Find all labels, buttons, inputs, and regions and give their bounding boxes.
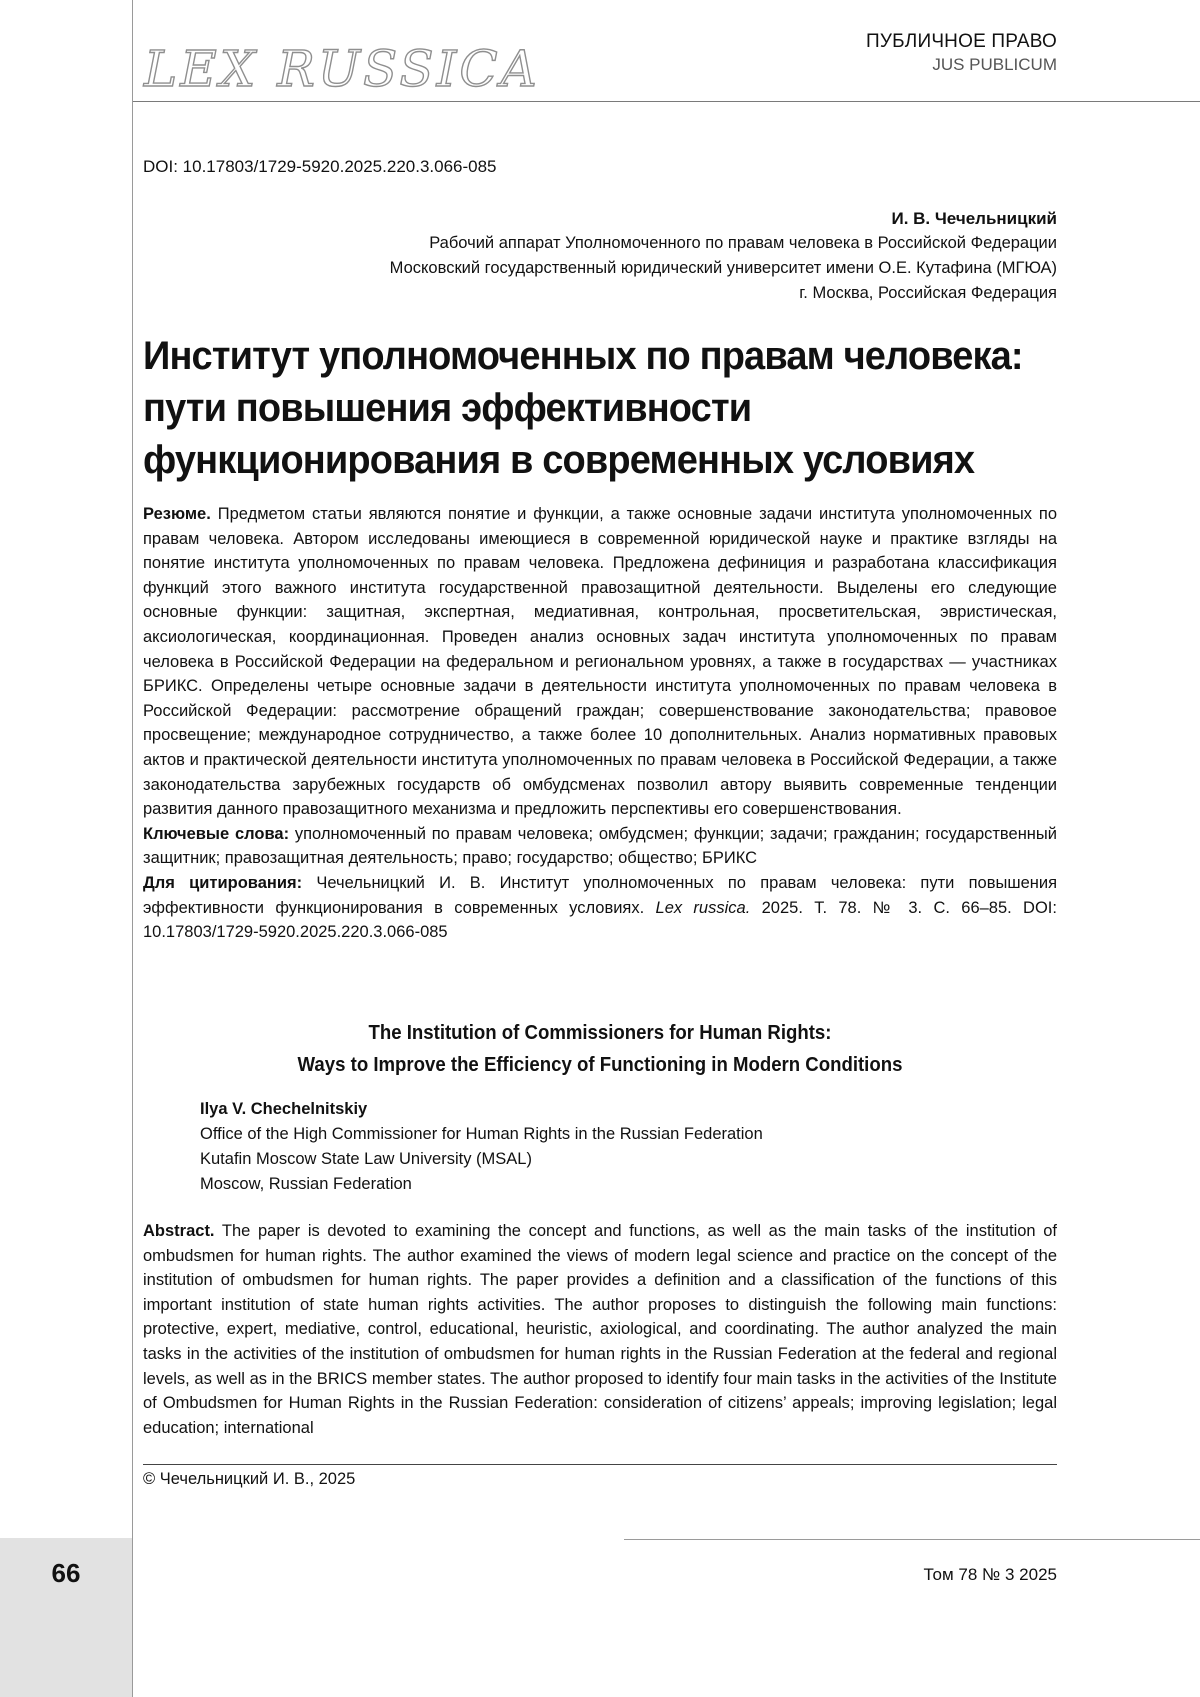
citation-journal: Lex russica. bbox=[655, 898, 751, 917]
resume-text: Предметом статьи являются понятие и функции, а также основные задачи института уполномоченных по правам человека. Автором исследованы имеющиеся в современной юридической науке и практике взгляды на понятие института уполномоченных по правам человека. Предложена дефиниция и разработана классификация функций этого важного института государственной правозащитной деятельности. Выделены его следующие основные функции: защитная, экспертная, медиативная, контрольная, просветительская, эвристическая, аксиологическая, координационная. Проведен анализ основных задач института уполномоченных по правам человека в Российской Федерации на федеральном и региональном уровнях, а также в государствах — участниках БРИКС. Определены четыре основные задачи в деятельности института уполномоченных по правам человека в Российской Федерации: рассмотрение обращений граждан; совершенствование законодательства; правовое просвещение; международное сотрудничество, а также более 10 дополнительных. Анализ нормативных правовых актов и практической деятельности института уполномоченных по правам человека в Российской Федерации, а также законодательства зарубежных государств об омбудсменах позволил автору выявить современные тенденции развития данного правозащитного механизма и предложить перспективы его совершенствования. bbox=[143, 505, 1057, 819]
section-title-ru: ПУБЛИЧНОЕ ПРАВО bbox=[866, 31, 1057, 52]
author-affiliation-1-ru: Рабочий аппарат Уполномоченного по правам человека в Российской Федерации bbox=[429, 234, 1057, 252]
author-name-ru: И. В. Чечельницкий bbox=[891, 209, 1057, 228]
resume-label: Резюме. bbox=[143, 505, 211, 523]
abstract-block-ru bbox=[143, 502, 1057, 945]
section-title-lat: JUS PUBLICUM bbox=[932, 55, 1057, 74]
author-block-en bbox=[200, 1097, 763, 1197]
citation-text: Чечельницкий И. В. Институт уполномоченных по правам человека: пути повышения эффективности функционирования в современных условиях. bbox=[143, 873, 1058, 917]
abstract-text: The paper is devoted to examining the concept and functions, as well as the main tasks of the institution of ombudsmen for human rights. The author examined the views of modern legal science and practice on the concept of the institution of ombudsmen for human rights. The paper provides a definition and a classification of the functions of this important institution of state human rights activities. The author proposes to distinguish the following main functions: protective, expert, mediative, control, educational, heuristic, axiological, and coordinating. The author analyzed the main tasks in the activities of the institution of ombudsmen for human rights in the Russian Federation at the federal and regional levels, as well as in the BRICS member states. The author proposed to identify four main tasks in the activities of the Institute of Ombudsmen for Human Rights in the Russian Federation: consideration of citizens’ appeals; improving legislation; legal education; international bbox=[143, 1222, 1057, 1437]
author-name-en: Ilya V. Chechelnitskiy bbox=[200, 1100, 368, 1118]
header-divider bbox=[133, 101, 1200, 102]
copyright-note: © Чечельницкий И. В., 2025 bbox=[143, 1470, 356, 1488]
author-city-en: Moscow, Russian Federation bbox=[200, 1175, 412, 1193]
title-line: Ways to Improve the Efficiency of Functioning in Modern Conditions bbox=[297, 1054, 903, 1076]
title-line: функционирования в современных условиях bbox=[143, 438, 975, 482]
footer-divider bbox=[624, 1539, 1200, 1540]
citation-paragraph bbox=[143, 871, 1057, 945]
author-affiliation-1-en: Office of the High Commissioner for Human Rights in the Russian Federation bbox=[200, 1125, 763, 1143]
journal-section bbox=[866, 30, 1057, 76]
copyright-divider bbox=[143, 1464, 1057, 1465]
author-city-ru: г. Москва, Российская Федерация bbox=[799, 284, 1057, 302]
author-affiliation-2-ru: Московский государственный юридический университет имени О.Е. Кутафина (МГЮА) bbox=[389, 259, 1057, 277]
keywords-paragraph bbox=[143, 822, 1057, 871]
title-line: Институт уполномоченных по правам человека: bbox=[143, 334, 1023, 378]
left-margin-bar bbox=[0, 0, 133, 1697]
author-affiliation-2-en: Kutafin Moscow State Law University (MSAL) bbox=[200, 1150, 532, 1168]
journal-logo: LEX RUSSICA bbox=[144, 40, 540, 98]
issue-info: Том 78 № 3 2025 bbox=[923, 1565, 1057, 1584]
citation-label: Для цитирования: bbox=[143, 873, 303, 892]
resume-paragraph bbox=[143, 502, 1057, 822]
title-line: The Institution of Commissioners for Human Rights: bbox=[368, 1022, 832, 1044]
title-line: пути повышения эффективности bbox=[143, 386, 752, 430]
abstract-label: Abstract. bbox=[143, 1222, 215, 1240]
keywords-label: Ключевые слова: bbox=[143, 824, 290, 843]
keywords-text: уполномоченный по правам человека; омбудсмен; функции; задачи; гражданин; государственный защитник; правозащитная деятельность; право; государство; общество; БРИКС bbox=[143, 824, 1057, 868]
page-number: 66 bbox=[51, 1558, 81, 1588]
doi: DOI: 10.17803/1729-5920.2025.220.3.066-085 bbox=[143, 157, 497, 176]
abstract-en bbox=[143, 1219, 1057, 1440]
author-block-ru bbox=[390, 206, 1057, 306]
article-title-en bbox=[175, 1017, 1025, 1081]
article-title-ru bbox=[143, 330, 1036, 486]
citation-details: 2025. Т. 78. № 3. С. 66–85. DOI: 10.17803/1729-5920.2025.220.3.066-085 bbox=[143, 898, 1057, 942]
margin-rule bbox=[132, 0, 133, 1697]
